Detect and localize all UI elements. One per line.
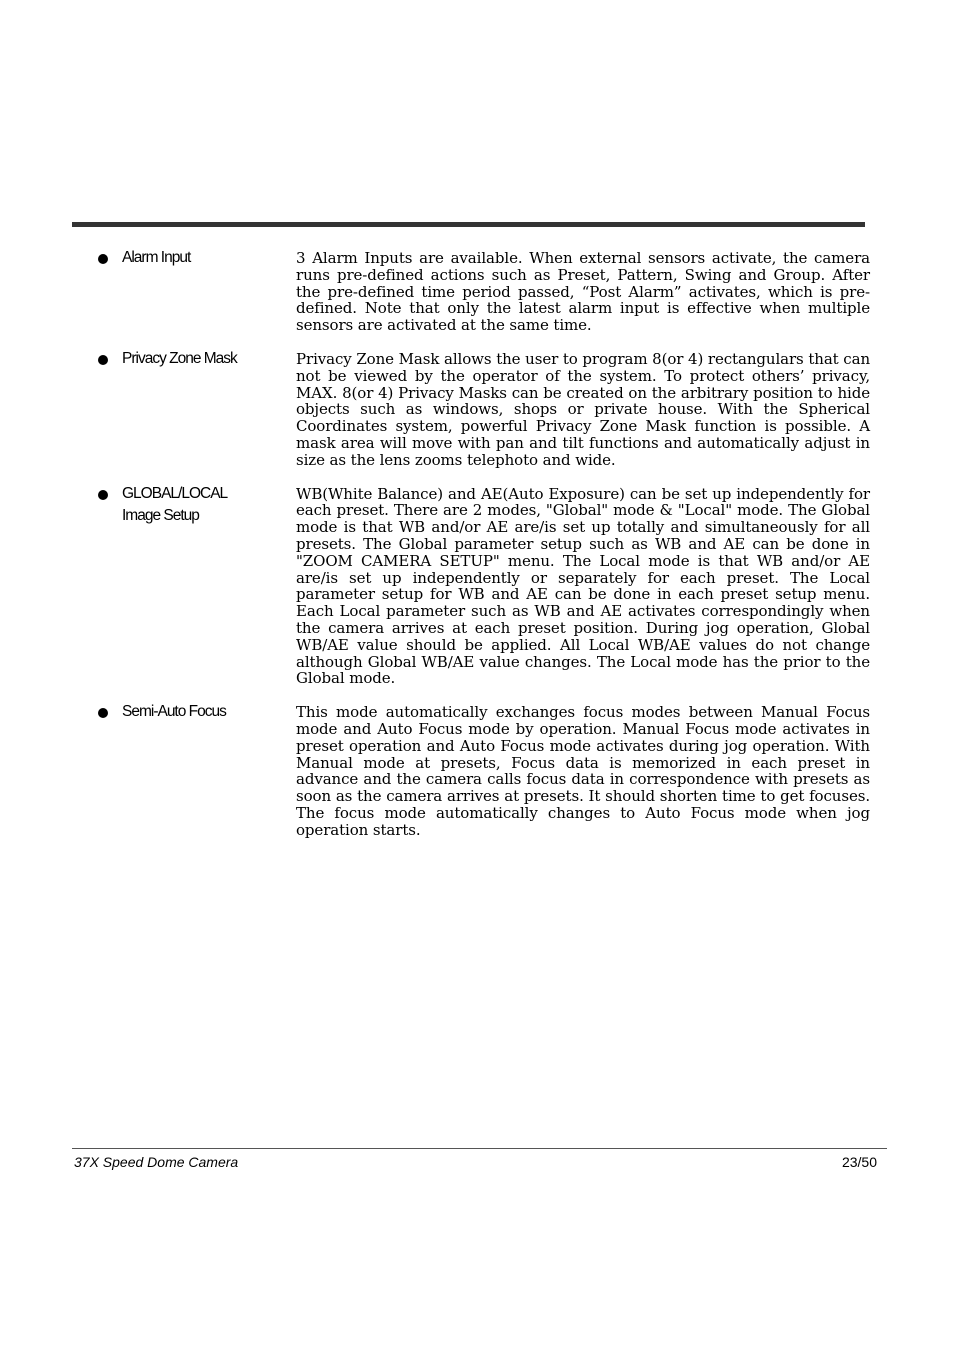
feature-description: WB(White Balance) and AE(Auto Exposure) can be set up independently for each preset. There are 2 modes, "Global" mode & "Local" mode. The Global mode is that WB and/or AE are/is set up totally and simultaneously for all presets. The Global parameter setup such as WB and AE can be done in "ZOOM CAMERA SETUP" menu. The Local mode is that WB and/or AE are/is set up independently or separately for each preset. The Local parameter setup for WB and AE can be done in each preset setup menu. Each Local parameter such as WB and AE activates correspondingly when the camera arrives at each preset position. During jog operation, Global WB/AE value should be applied. All Local WB/AE values do not change although Global WB/AE value changes. The Local mode has the prior to the Global mode. xyxy=(296,484,870,688)
feature-label: Alarm Input xyxy=(122,249,191,266)
feature-global-local-image-setup xyxy=(95,486,870,688)
feature-alarm-input xyxy=(95,250,870,334)
bullet-icon xyxy=(98,708,108,718)
feature-semi-auto-focus xyxy=(95,704,870,838)
header-rule xyxy=(72,222,865,227)
feature-label-column xyxy=(95,704,296,723)
feature-privacy-zone-mask xyxy=(95,351,870,469)
feature-label-column xyxy=(95,250,296,269)
feature-label-column xyxy=(95,351,296,370)
footer-page-number: 23/50 xyxy=(841,1154,877,1170)
footer-document-title: 37X Speed Dome Camera xyxy=(74,1154,239,1170)
bullet-icon xyxy=(98,490,108,500)
bullet-icon xyxy=(98,254,108,264)
feature-description: 3 Alarm Inputs are available. When external sensors activate, the camera runs pre-defined actions such as Preset, Pattern, Swing and Group. After the pre-defined time period passed, “Post Alarm” activates, which is pre-defined. Note that only the latest alarm input is effective when multiple sensors are activated at the same time. xyxy=(296,249,870,335)
feature-label: GLOBAL/LOCAL Image Setup xyxy=(122,484,227,524)
feature-label: Privacy Zone Mask xyxy=(122,349,237,367)
bullet-icon xyxy=(98,355,108,365)
feature-list xyxy=(95,250,870,856)
feature-label-column xyxy=(95,486,296,527)
feature-description: Privacy Zone Mask allows the user to program 8(or 4) rectangulars that can not be viewed by the operator of the system. To protect others’ privacy, MAX. 8(or 4) Privacy Masks can be created on the arbitrary position to hide objects such as windows, shops or private house. With the Spherical Coordinates system, powerful Privacy Zone Mask function is possible. A mask area will move with pan and tilt functions and automatically adjust in size as the lens zooms telephoto and wide. xyxy=(296,349,870,469)
footer-rule xyxy=(72,1148,887,1149)
feature-description: This mode automatically exchanges focus modes between Manual Focus mode and Auto Focus mode by operation. Manual Focus mode activates in preset operation and Auto Focus mode activates during jog operation. With Manual mode at presets, Focus data is memorized in each preset in advance and the camera calls focus data in correspondence with presets as soon as the camera arrives at presets. It should shorten time to get focuses. The focus mode automatically changes to Auto Focus mode when jog operation starts. xyxy=(296,703,870,839)
feature-label: Semi-Auto Focus xyxy=(122,703,226,721)
